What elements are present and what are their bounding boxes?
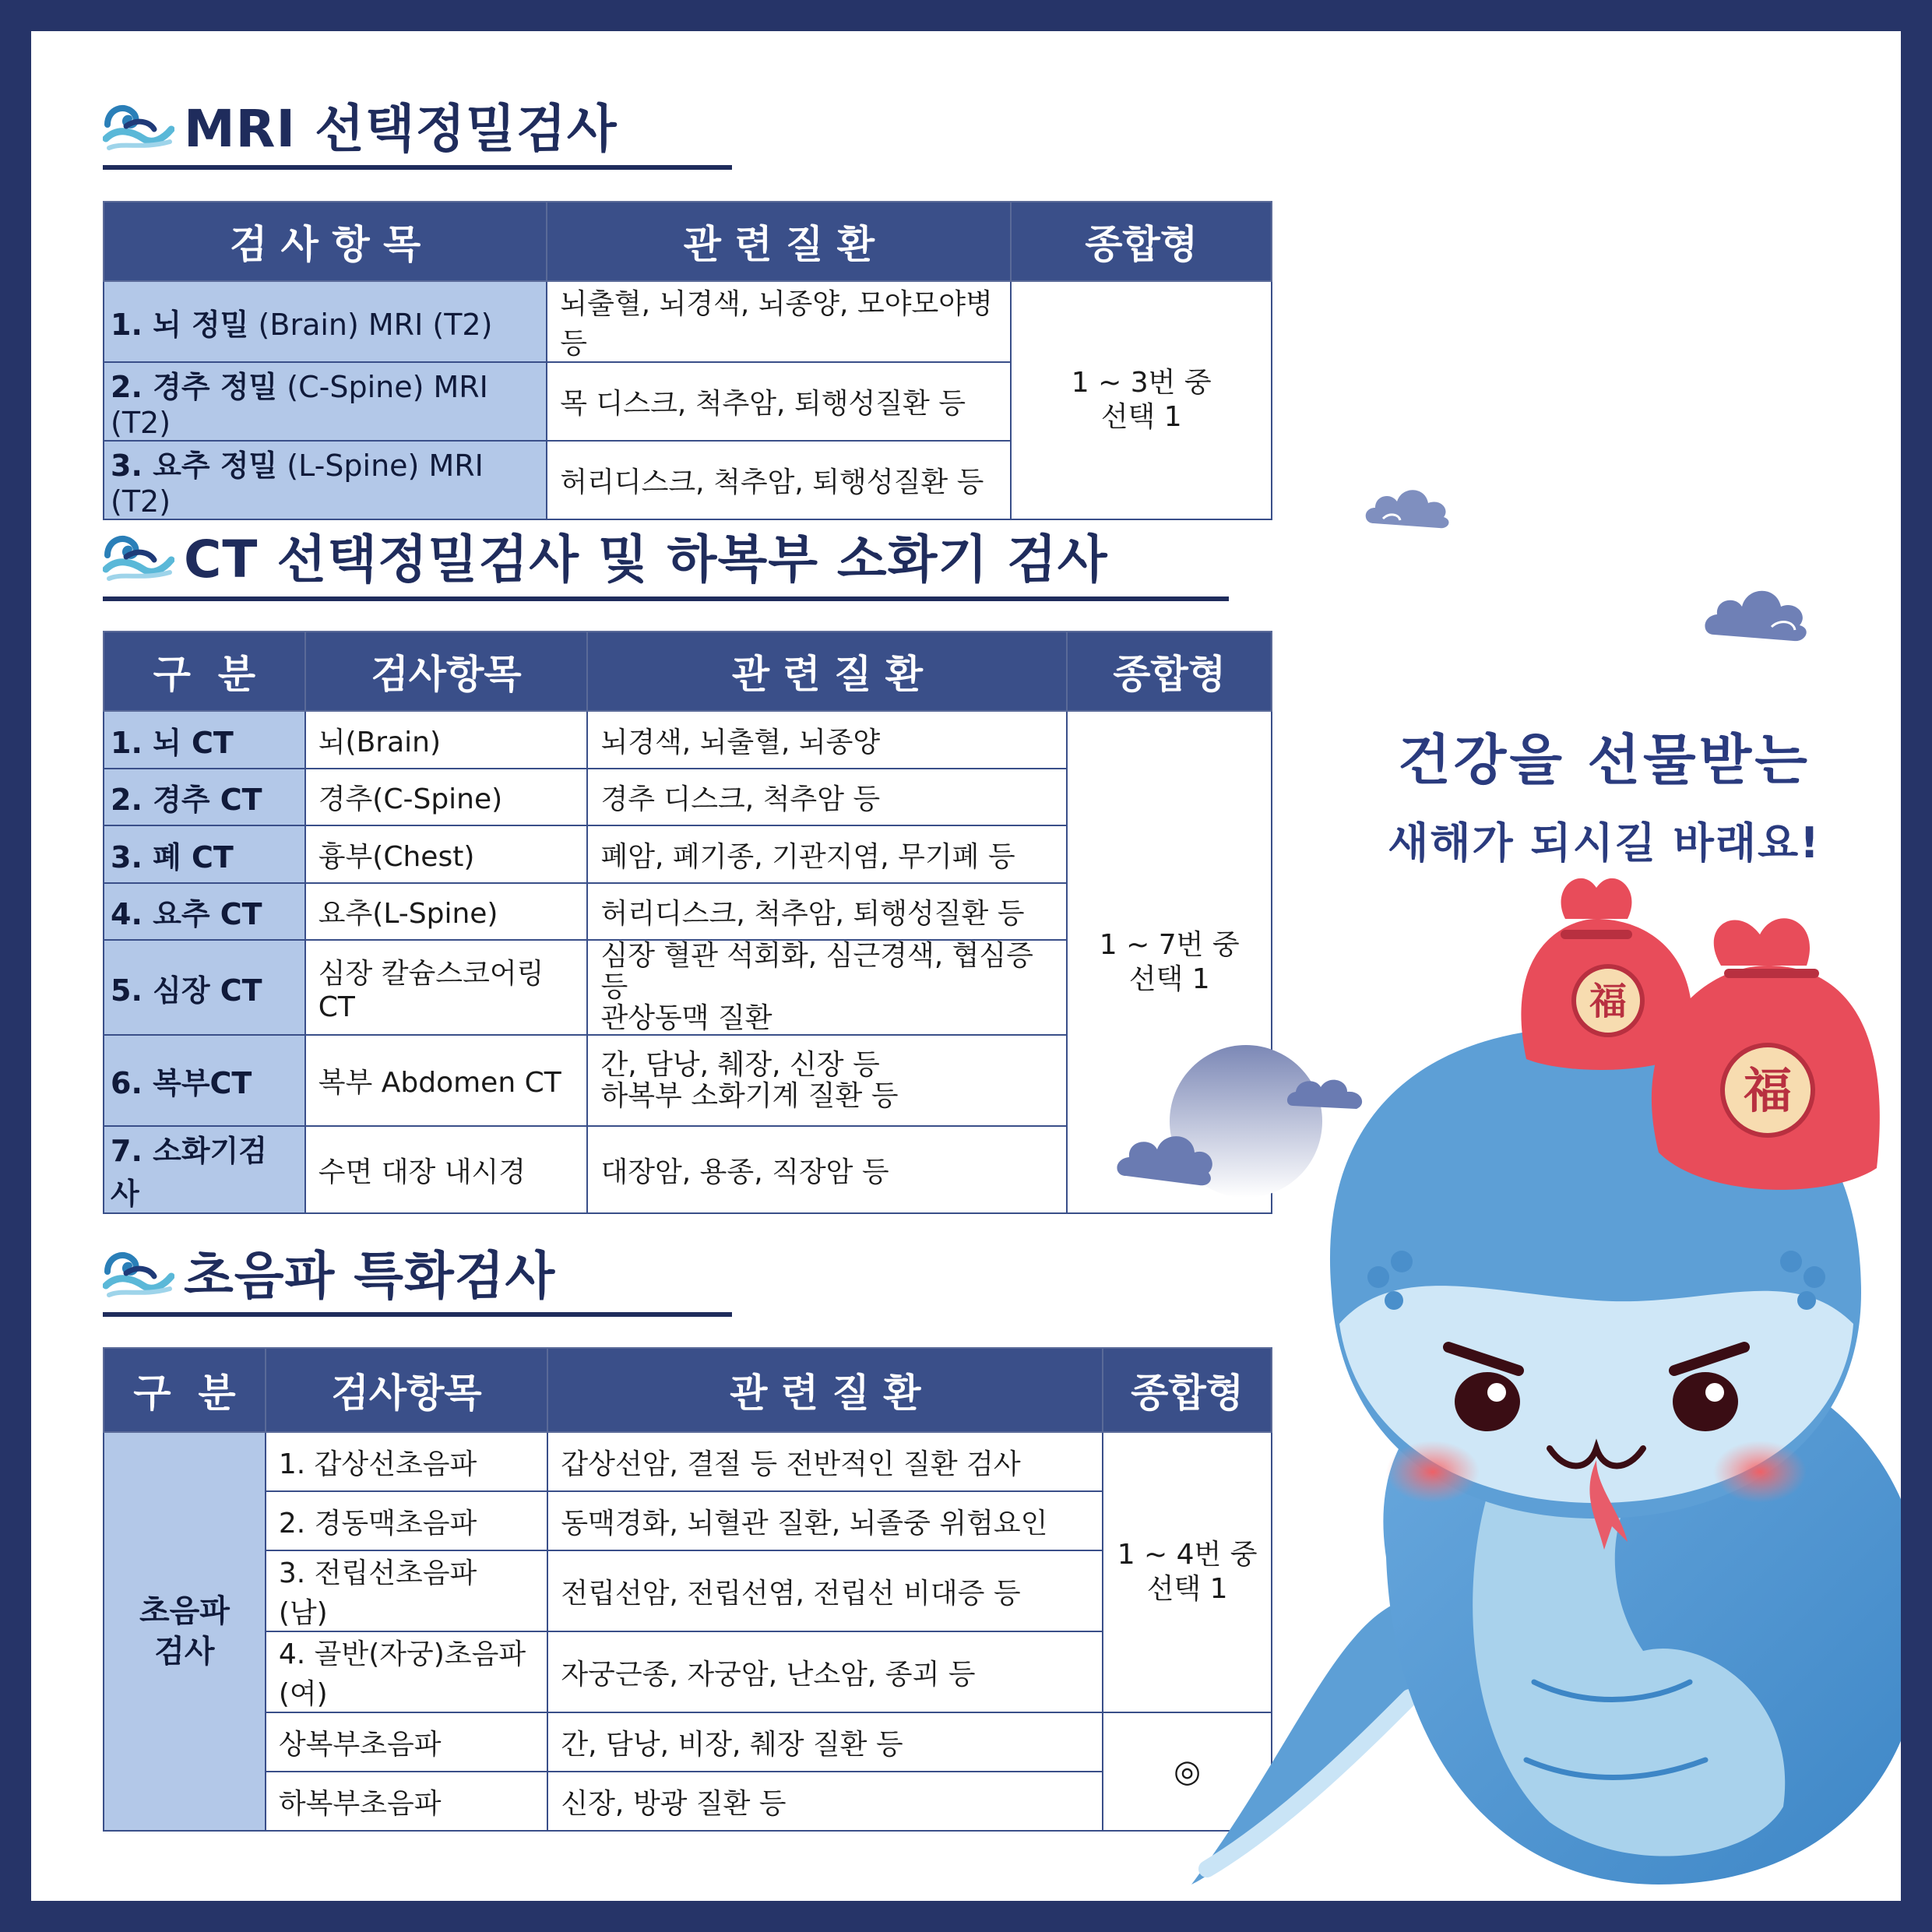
disease-cell: 간, 담낭, 비장, 췌장 질환 등 [547,1712,1103,1772]
choice-cell: 1 ~ 3번 중 선택 1 [1011,281,1272,519]
exam-item: 4. 골반(자궁)초음파 (여) [266,1631,548,1712]
exam-label: 3. 폐 CT [104,825,305,883]
column-header: 검사항목 [305,632,588,711]
ct-section-title [103,518,1108,592]
us-title-underline [103,1312,732,1317]
choice-cell: 1 ~ 7번 중 선택 1 [1067,711,1272,1213]
exam-item: 수면 대장 내시경 [305,1126,588,1213]
exam-item: 심장 칼슘스코어링CT [305,940,588,1035]
disease-cell: 허리디스크, 척추암, 퇴행성질환 등 [547,441,1011,519]
column-header: 구 분 [104,632,305,711]
column-header: 종합형 [1103,1348,1272,1432]
disease-cell: 자궁근종, 자궁암, 난소암, 종괴 등 [547,1631,1103,1712]
ct-title-underline [103,596,1229,601]
disease-cell: 갑상선암, 결절 등 전반적인 질환 검사 [547,1432,1103,1491]
exam-item: 복부 Abdomen CT [305,1035,588,1126]
included-mark: ◎ [1103,1712,1272,1831]
table-row [104,1491,1272,1550]
section-heading: CT 선택정밀검사 및 하복부 소화기 검사 [184,530,1108,589]
column-header: 종합형 [1067,632,1272,711]
exam-item: 경추(C-Spine) [305,769,588,825]
disease-cell: 목 디스크, 척추암, 퇴행성질환 등 [547,362,1011,441]
exam-item: 뇌(Brain) [305,711,588,769]
exam-item: 요추(L-Spine) [305,883,588,940]
table-row [104,1550,1272,1631]
column-header: 관 련 질 환 [587,632,1067,711]
table-row [104,711,1272,769]
disease-cell: 신장, 방광 질환 등 [547,1772,1103,1831]
disease-cell: 뇌출혈, 뇌경색, 뇌종양, 모야모야병 등 [547,281,1011,362]
column-header: 관 련 질 환 [547,1348,1103,1432]
choice-cell: 1 ~ 4번 중 선택 1 [1103,1432,1272,1712]
exam-label: 7. 소화기검사 [104,1126,305,1213]
disease-cell: 폐암, 폐기종, 기관지염, 무기폐 등 [587,825,1067,883]
disease-cell: 허리디스크, 척추암, 퇴행성질환 등 [587,883,1067,940]
table-header-row [104,632,1272,711]
disease-cell: 경추 디스크, 척추암 등 [587,769,1067,825]
column-header: 관 련 질 환 [547,202,1011,281]
badge-glyph: 福 [1743,1062,1793,1119]
group-label: 초음파 검사 [104,1432,266,1831]
section-heading: MRI 선택정밀검사 [184,99,618,159]
exam-label: 2. 경추 CT [104,769,305,825]
exam-label: 1. 뇌 정밀 (Brain) MRI (T2) [104,281,547,362]
exam-item: 2. 경동맥초음파 [266,1491,548,1550]
column-header: 검사항목 [266,1348,548,1432]
mri-title-underline [103,165,732,170]
column-header: 검 사 항 목 [104,202,547,281]
exam-label: 1. 뇌 CT [104,711,305,769]
disease-cell: 전립선암, 전립선염, 전립선 비대증 등 [547,1550,1103,1631]
wave-icon [103,526,174,585]
badge-glyph: 福 [1589,980,1628,1023]
content-frame [31,31,1901,1901]
exam-label: 3. 요추 정밀 (L-Spine) MRI (T2) [104,441,547,519]
table-row [104,1772,1272,1831]
disease-cell: 간, 담낭, 췌장, 신장 등 하복부 소화기계 질환 등 [587,1035,1067,1126]
wave-icon [103,1242,174,1301]
disease-cell: 뇌경색, 뇌출혈, 뇌종양 [587,711,1067,769]
table-header-row [104,1348,1272,1432]
table-row [104,281,1272,362]
mri-table [103,201,1272,520]
exam-label: 5. 심장 CT [104,940,305,1035]
table-header-row [104,202,1272,281]
column-header: 구 분 [104,1348,266,1432]
exam-item: 3. 전립선초음파 (남) [266,1550,548,1631]
ultrasound-table [103,1347,1272,1832]
exam-label: 2. 경추 정밀 (C-Spine) MRI (T2) [104,362,547,441]
ct-table [103,631,1272,1214]
disease-cell: 동맥경화, 뇌혈관 질환, 뇌졸중 위험요인 [547,1491,1103,1550]
exam-label: 6. 복부CT [104,1035,305,1126]
exam-item: 상복부초음파 [266,1712,548,1772]
table-row [104,1712,1272,1772]
disease-cell: 대장암, 용종, 직장암 등 [587,1126,1067,1213]
mri-section-title [103,87,618,161]
table-row [104,1432,1272,1491]
slogan-line-1: 건강을 선물받는 [1398,728,1811,792]
exam-item: 하복부초음파 [266,1772,548,1831]
exam-item: 1. 갑상선초음파 [266,1432,548,1491]
section-heading: 초음파 특화검사 [184,1246,556,1306]
wave-icon [103,95,174,154]
snake-mascot [1160,483,1901,1901]
table-row [104,1631,1272,1712]
slogan-line-2: 새해가 되시길 바래요! [1388,818,1821,867]
disease-cell: 심장 혈관 석회화, 심근경색, 협심증 등 관상동맥 질환 [587,940,1067,1035]
exam-item: 흉부(Chest) [305,825,588,883]
exam-label: 4. 요추 CT [104,883,305,940]
us-section-title [103,1234,555,1308]
column-header: 종합형 [1011,202,1272,281]
